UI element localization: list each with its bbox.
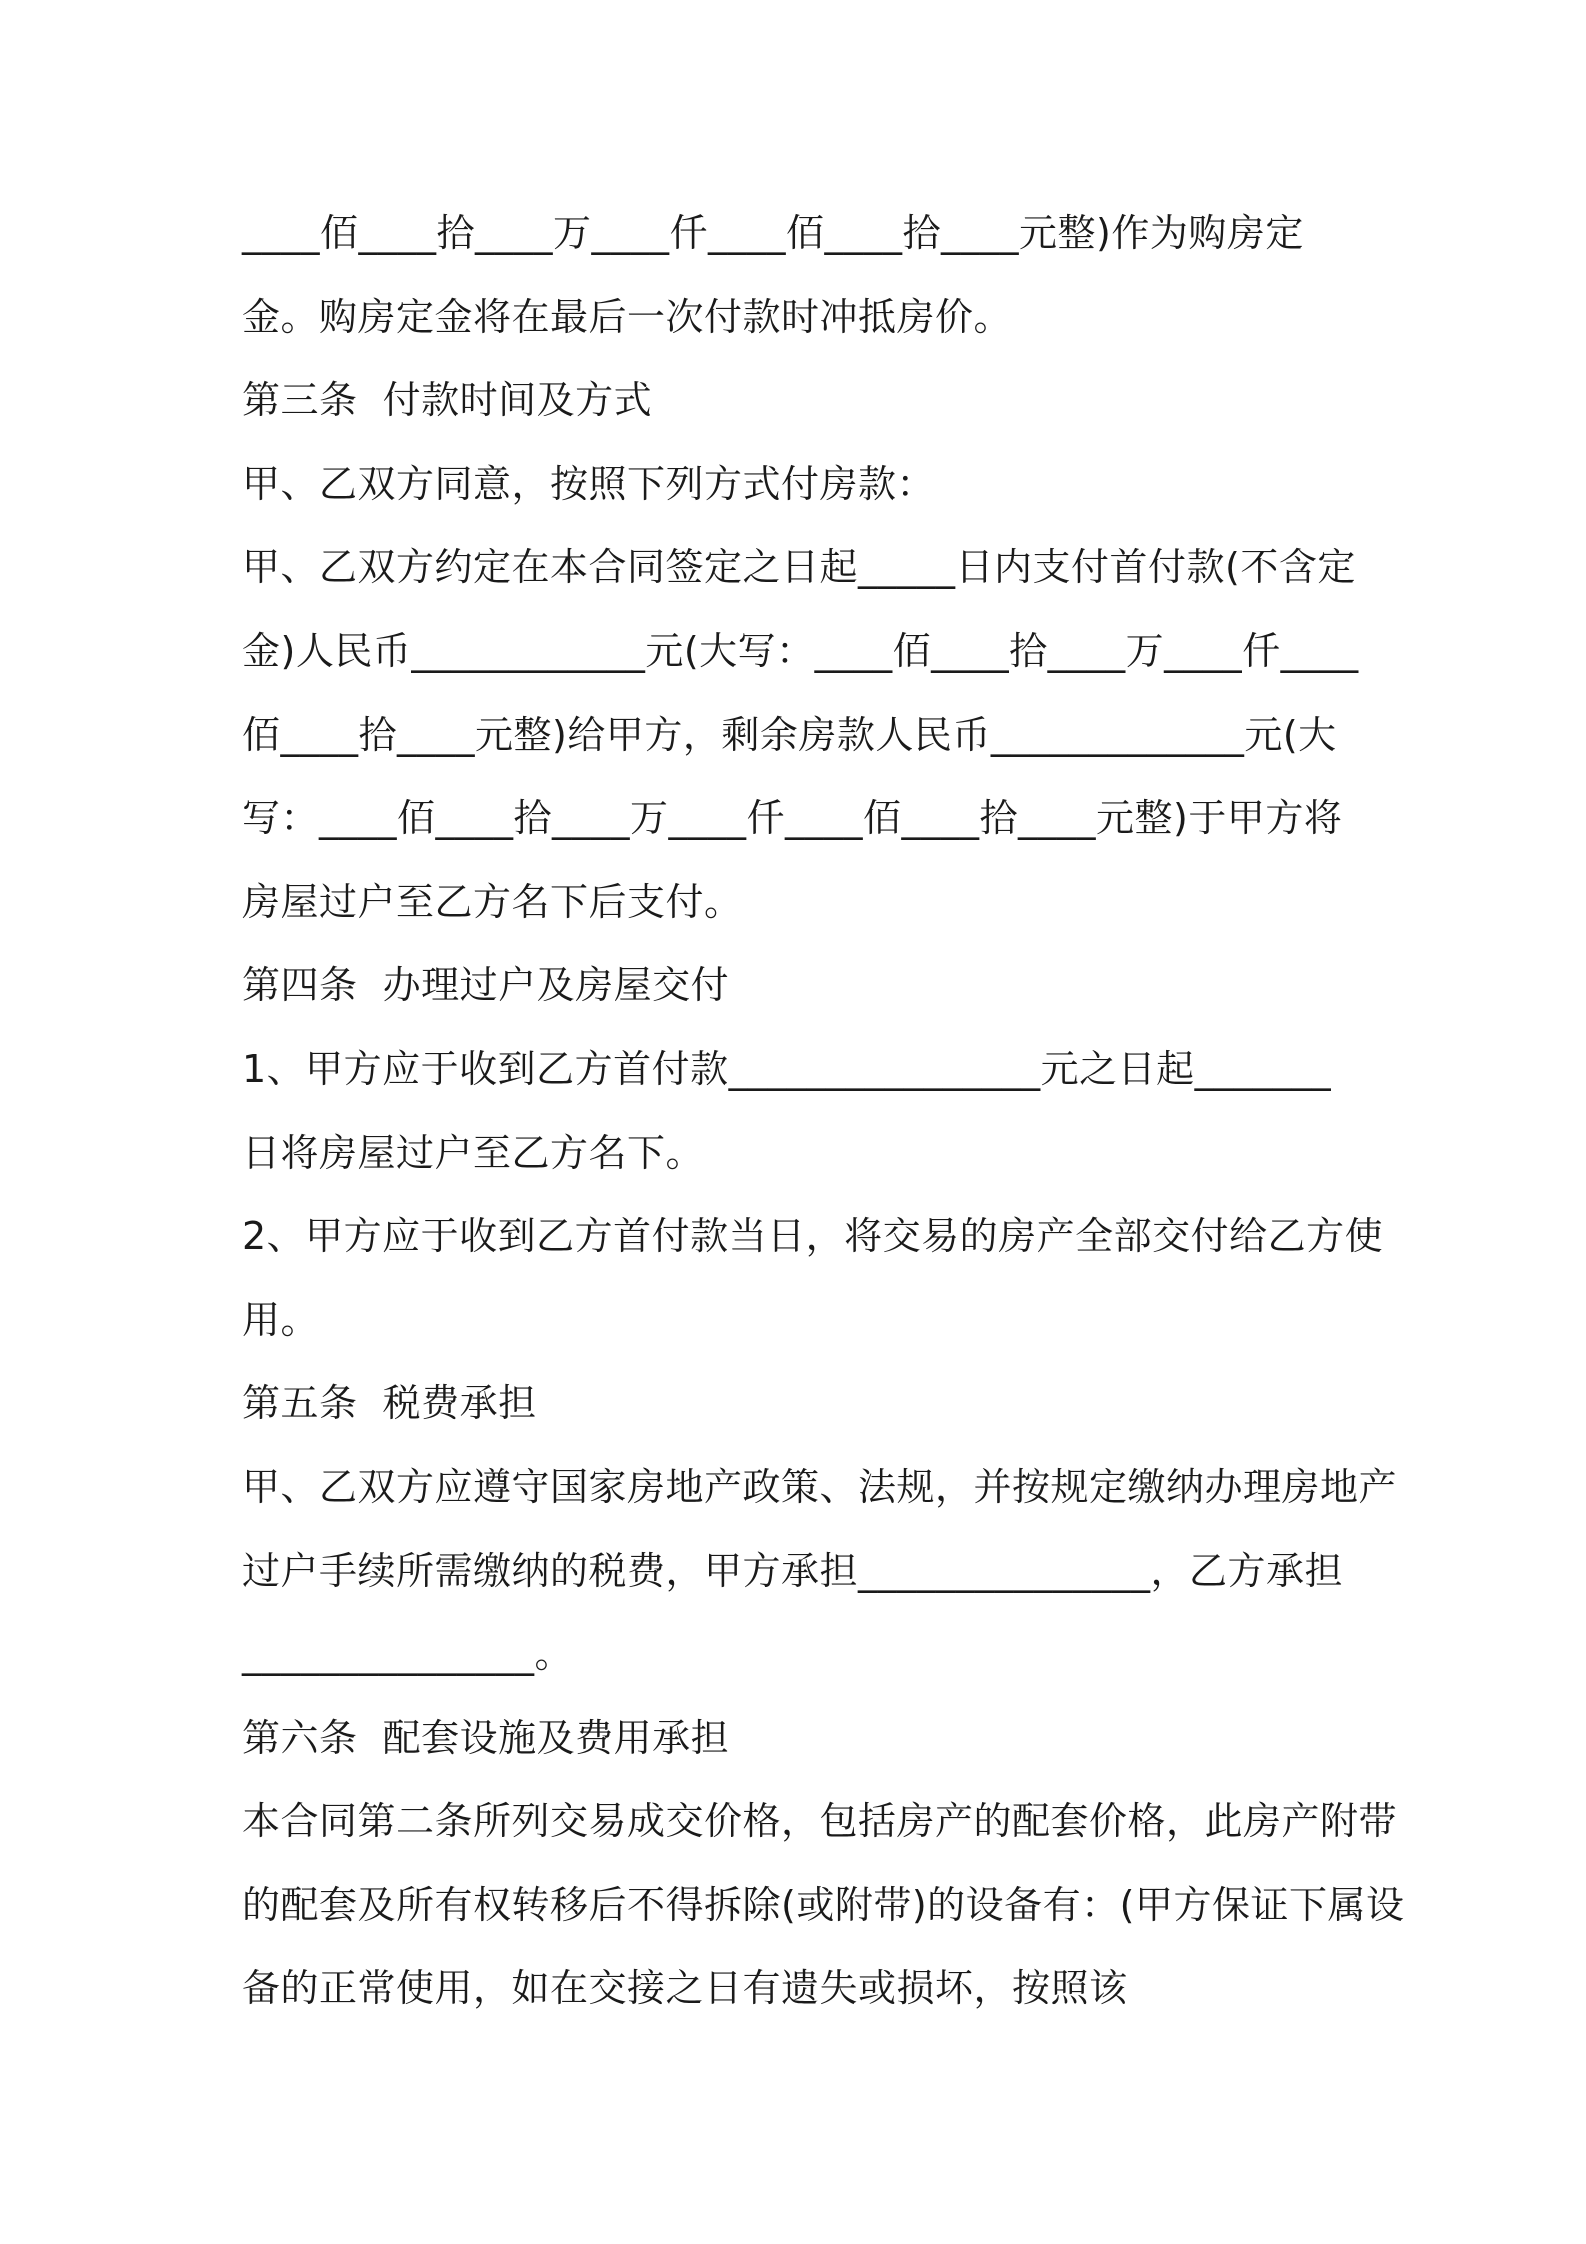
body-line: 过户手续所需缴纳的税费，甲方承担_______________，乙方承担 xyxy=(242,1548,1344,1593)
body-line: 本合同第二条所列交易成交价格，包括房产的配套价格，此房产附带 xyxy=(242,1799,1398,1844)
body-line: 备的正常使用，如在交接之日有遗失或损坏，按照该 xyxy=(242,1966,1128,2011)
body-line: 金。购房定金将在最后一次付款时冲抵房价。 xyxy=(242,294,1013,339)
body-line: _______________。 xyxy=(242,1632,574,1677)
body-line: 金)人民币____________元(大写：____佰____拾____万____仟____ xyxy=(242,628,1359,673)
article-heading: 第三条 付款时间及方式 xyxy=(242,378,653,423)
body-line: 1、甲方应于收到乙方首付款________________元之日起_______ xyxy=(242,1046,1332,1091)
body-line: 甲、乙双方同意，按照下列方式付房款： xyxy=(242,461,936,506)
article-heading: 第五条 税费承担 xyxy=(242,1381,537,1426)
body-line: 房屋过户至乙方名下后支付。 xyxy=(242,879,743,924)
body-line: 用。 xyxy=(242,1297,320,1342)
body-line: 的配套及所有权转移后不得拆除(或附带)的设备有：(甲方保证下属设 xyxy=(242,1882,1405,1927)
article-heading: 第四条 办理过户及房屋交付 xyxy=(242,963,730,1008)
body-line: 甲、乙双方约定在本合同签定之日起_____日内支付首付款(不含定 xyxy=(242,545,1356,590)
body-line: 日将房屋过户至乙方名下。 xyxy=(242,1130,705,1175)
body-line: 佰____拾____元整)给甲方，剩余房款人民币_____________元(大 xyxy=(242,712,1337,757)
body-line: 写：____佰____拾____万____仟____佰____拾____元整)于甲方将 xyxy=(242,796,1343,841)
contract-body xyxy=(242,192,1405,2031)
article-heading: 第六条 配套设施及费用承担 xyxy=(242,1715,730,1760)
body-line: 甲、乙双方应遵守国家房地产政策、法规，并按规定缴纳办理房地产 xyxy=(242,1464,1398,1509)
body-line: 2、甲方应于收到乙方首付款当日，将交易的房产全部交付给乙方使 xyxy=(242,1214,1384,1259)
body-line: ____佰____拾____万____仟____佰____拾____元整)作为购房定 xyxy=(242,211,1304,255)
